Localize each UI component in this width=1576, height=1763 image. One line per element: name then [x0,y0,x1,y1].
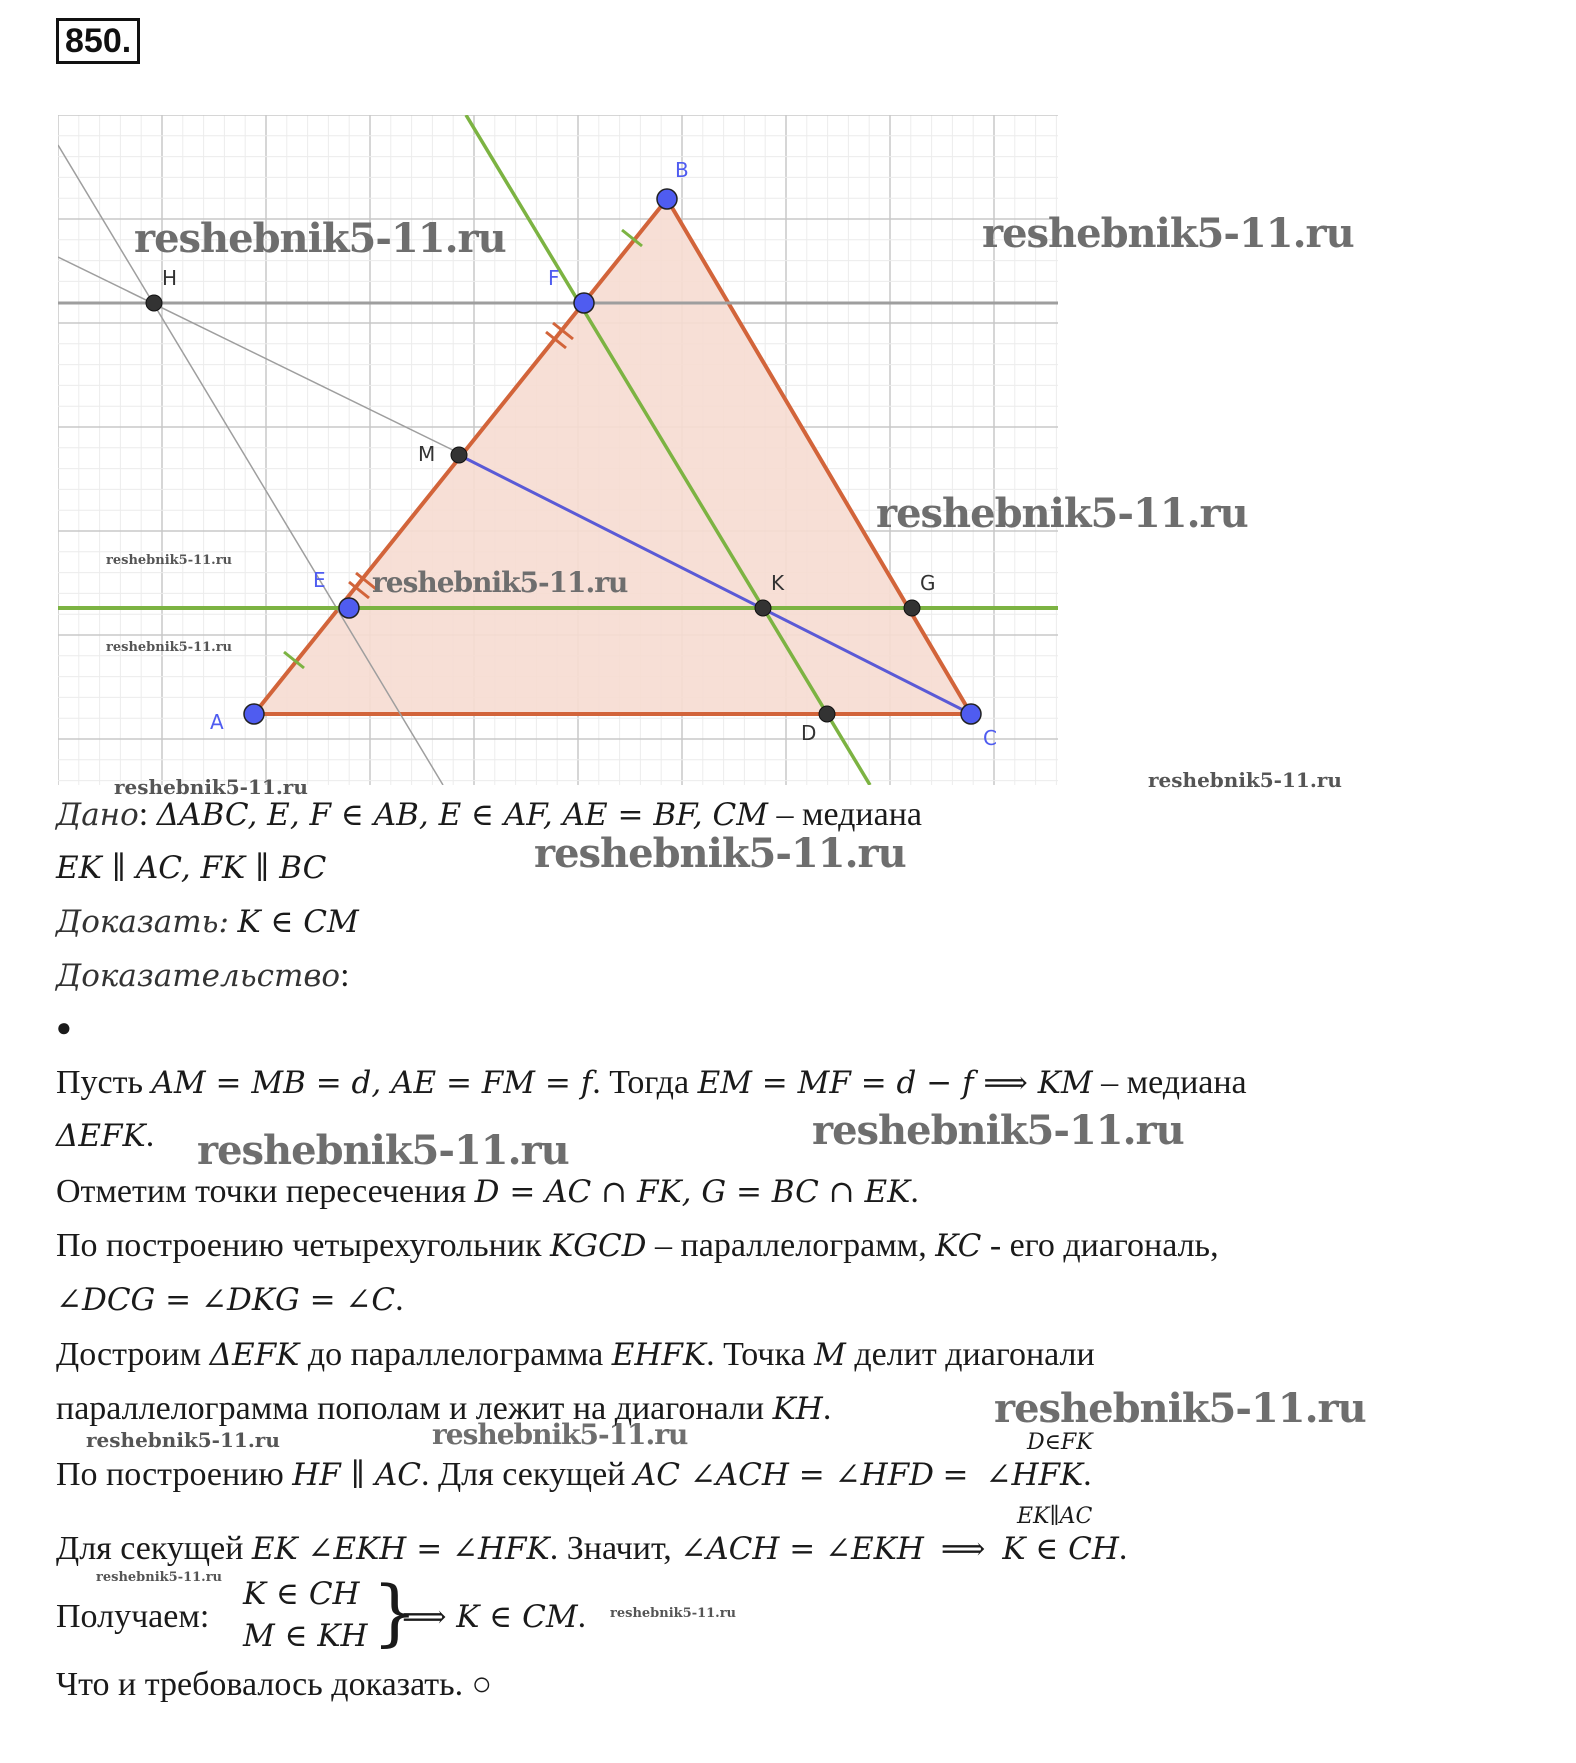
system [243,1573,368,1657]
watermark: reshebnik5-11.ru [1148,768,1342,792]
watermark: reshebnik5-11.ru [114,775,308,799]
step-1 [56,1063,1247,1103]
label-f: F [548,266,560,290]
step-text: По построению [56,1456,284,1493]
step-formula: KGCD [550,1228,647,1264]
watermark: reshebnik5-11.ru [106,553,233,568]
step-formula: = [942,1457,969,1493]
triangle-abc [254,199,971,714]
step-7 [56,1597,209,1637]
point-d [819,706,835,722]
step-text: . Тогда [592,1064,690,1101]
watermark: reshebnik5-11.ru [86,1428,280,1452]
step-text: . Значит, [549,1530,672,1567]
step-text: . [910,1173,919,1210]
watermark: reshebnik5-11.ru [610,1606,737,1621]
watermark: reshebnik5-11.ru [197,1127,569,1174]
prove-formula: K ∈ CM [237,904,359,940]
step-formula: K ∈ CH [1002,1531,1119,1567]
proof-colon: : [340,957,350,994]
step-formula: EK ∠EKH = ∠HFK [251,1531,550,1567]
step-text: параллелограмма пополам и лежит на диагонали [56,1390,765,1427]
watermark: reshebnik5-11.ru [372,566,628,599]
step-4-cont [56,1389,831,1429]
step-formula: ⟹ K ∈ CM [402,1599,578,1635]
system-row: M ∈ KH [243,1618,368,1654]
given-label: Дано [56,797,139,833]
point-g [904,600,920,616]
step-text: Отметим точки пересечения [56,1173,467,1210]
step-formula: EHFK [611,1337,707,1373]
system-row: K ∈ CH [243,1576,360,1612]
step-3 [56,1226,1219,1266]
step-text: . Для секущей [420,1456,626,1493]
given-dash: – [767,796,802,833]
step-formula: EM = MF = d − f ⟹ KM [697,1065,1093,1101]
conclusion: Что и требовалось доказать. ○ [56,1666,493,1703]
step-text: Для секущей [56,1530,244,1567]
watermark: reshebnik5-11.ru [876,490,1248,537]
watermark: reshebnik5-11.ru [534,830,906,877]
step-text: . [145,1117,155,1154]
step-formula: HF ∥ AC [292,1457,421,1493]
step-text: Получаем: [56,1598,210,1635]
step-text: – параллелограмм, [646,1227,927,1264]
step-formula: ΔEFK [209,1337,300,1373]
step-text: . [822,1390,832,1427]
line-hk [58,257,463,455]
step-formula: KC [935,1228,982,1264]
point-m [451,447,467,463]
step-4 [56,1335,1095,1375]
watermark: reshebnik5-11.ru [106,640,233,655]
prove-line [56,902,359,942]
step-text: . Точка [706,1336,806,1373]
label-c: C [983,726,997,750]
over-label-ek-parallel-ac: EK∥AC [1017,1504,1093,1529]
label-d: D [801,721,817,745]
proof-heading [56,956,350,996]
label-a: A [210,710,224,734]
step-formula: ∠DCG = ∠DKG = ∠C [56,1282,396,1318]
step-formula: AM = MB = d, AE = FM = f [151,1065,593,1101]
proof-label: Доказательство [56,958,341,994]
proof-bullet: ● [56,1013,72,1042]
point-f [574,293,594,313]
watermark: reshebnik5-11.ru [432,1418,688,1451]
label-e: E [313,568,326,592]
point-e [339,598,359,618]
step-6 [56,1529,1127,1569]
given-word: медиана [801,796,922,833]
point-h [146,295,162,311]
watermark: reshebnik5-11.ru [994,1385,1366,1432]
step-formula: AC ∠ACH = ∠HFD [633,1457,934,1493]
step-text: делит диагонали [845,1336,1095,1373]
step-formula: D = AC ∩ FK, G = BC ∩ EK [474,1174,911,1210]
label-b: B [675,158,689,182]
over-label-d-in-fk: D∈FK [1027,1430,1093,1455]
prove-label: Доказать: [56,904,229,940]
point-k [755,600,771,616]
label-h: H [162,266,178,290]
step-1-cont [56,1116,154,1156]
step-text: . [577,1598,587,1635]
step-text: – медиана [1092,1064,1247,1101]
watermark: reshebnik5-11.ru [134,215,506,262]
step-text: до параллелограмма [299,1336,604,1373]
point-b [657,189,677,209]
label-m: M [418,442,436,466]
watermark: reshebnik5-11.ru [96,1570,223,1585]
watermark: reshebnik5-11.ru [812,1107,1184,1154]
step-text: . [1083,1456,1092,1493]
step-5 [56,1455,1092,1495]
step-7-result [402,1597,586,1637]
step-text: Пусть [56,1064,144,1101]
right-brace: } [372,1570,418,1654]
given-line: Дано: ΔABC, E, F ∈ AB, E ∈ AF, AE = BF, CM – медиана [56,796,922,833]
step-text: Достроим [56,1336,202,1373]
label-k: K [771,571,785,595]
label-g: G [920,571,936,595]
step-2 [56,1172,919,1212]
given-formula-2: EK ∥ AC, FK ∥ BC [56,850,327,886]
step-text: - его диагональ, [981,1227,1219,1264]
step-text: . [1118,1530,1128,1567]
watermark: reshebnik5-11.ru [982,210,1354,257]
problem-number: 850. [56,18,140,64]
step-text: По построению четырехугольник [56,1227,542,1264]
step-text: . [395,1281,404,1318]
given-formula: ΔABC, E, F ∈ AB, E ∈ AF, AE = BF, CM [156,797,768,833]
step-formula: ΔEFK [56,1118,146,1154]
step-formula: ∠HFK [985,1457,1084,1493]
point-a [244,704,264,724]
step-3-cont [56,1280,404,1320]
step-formula: KH [772,1391,823,1427]
point-c [961,704,981,724]
step-formula: M [814,1337,846,1373]
step-formula: ⟹ [940,1531,986,1567]
given-line-2 [56,848,326,888]
step-formula: ∠ACH = ∠EKH [680,1531,924,1567]
